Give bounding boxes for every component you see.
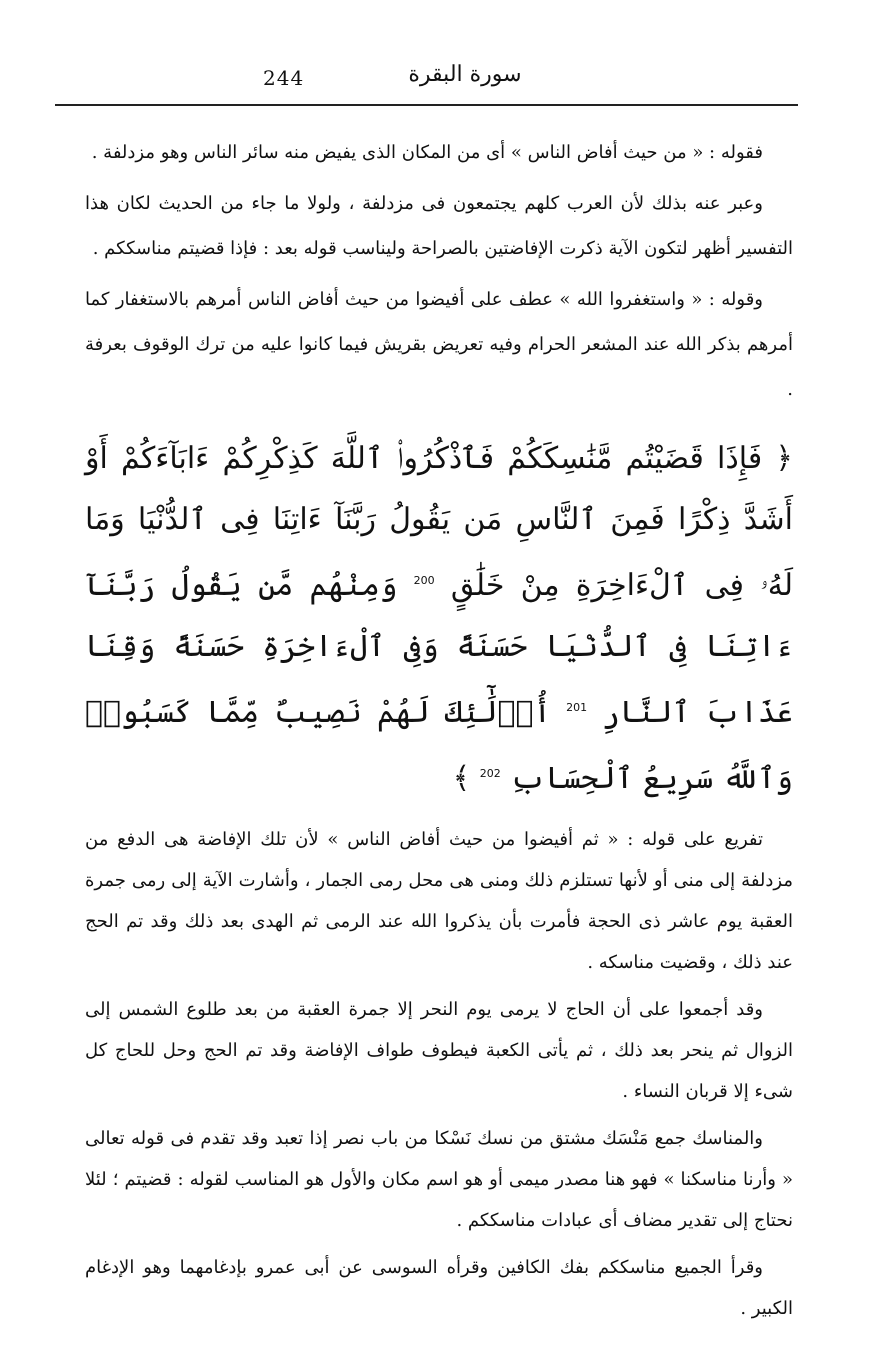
paragraph-5: وقد أجمعوا على أن الحاج لا يرمى يوم النحر إلا جمرة العقبة من بعد طلوع الشمس إلى الزوال ثم ينحر بعد ذلك ، ثم يأتى الكعبة فيطوف طواف الإفاضة وقد تم الحج وحل للحاج كل شىء إلا قربان النساء . (85, 999, 793, 1102)
page-number: 244 (263, 66, 305, 90)
ayah-number-200: 200 (413, 574, 435, 587)
page-header (55, 58, 798, 106)
quran-close-bracket: ﴾ (452, 761, 471, 796)
quran-text-3: أُو۟لَٰٓئِكَ لَهُمْ نَصِيبٌ مِّمَّا كَسَبُوا۟ وَٱللَّهُ سَرِيعُ ٱلْحِسَابِ (85, 695, 793, 796)
quran-text-2: وَمِنْهُم مَّن يَقُولُ رَبَّنَآ ءَاتِنَا فِى ٱلدُّنْيَا حَسَنَةً وَفِى ٱلْءَاخِرَةِ حَسَنَةً وَقِنَا عَذَابَ ٱلنَّارِ (85, 568, 793, 730)
page-body (85, 130, 793, 1335)
paragraph-7: وقرأ الجميع مناسككم بفك الكافين وقرأه السوسى عن أبى عمرو بإدغامهما وهو الإدغام الكبير . (85, 1257, 793, 1319)
ayah-number-202: 202 (479, 767, 501, 780)
paragraph-1: فقوله : « من حيث أفاض الناس » أى من المكان الذى يفيض منه سائر الناس وهو مزدلفة . (91, 142, 763, 163)
header-title: سورة البقرة (408, 62, 522, 87)
paragraph-4: تفريع على قوله : « ثم أفيضوا من حيث أفاض الناس » لأن تلك الإفاضة هى الدفع من مزدلفة إلى منى أو لأنها تستلزم ذلك ومنى هى محل رمى الجمار ، وأشارت الآية إلى رمى جمرة العقبة يوم عاشر ذى الحجة فأمرت بأن يذكروا الله عند الرمى ثم الهدى بعد ذلك وقد تم الحج عند ذلك ، وقضيت مناسكه . (85, 829, 793, 973)
quran-text-1: ﴿ فَإِذَا قَضَيْتُم مَّنَٰسِكَكُمْ فَٱذْكُرُوا۟ ٱللَّهَ كَذِكْرِكُمْ ءَابَآءَكُمْ أَوْ أَشَدَّ ذِكْرًا فَمِنَ ٱلنَّاسِ مَن يَقُولُ رَبَّنَآ ءَاتِنَا فِى ٱلدُّنْيَا وَمَا لَهُۥ فِى ٱلْءَاخِرَةِ مِنْ خَلَٰقٍ (85, 441, 793, 603)
quran-verse-block (85, 428, 793, 809)
paragraph-6: والمناسك جمع مَنْسَك مشتق من نسك نَسْكا من باب نصر إذا تعبد وقد تقدم فى قوله تعالى « وأرنا مناسكنا » فهو هنا مصدر ميمى أو هو اسم مكان والأول هو المناسب لقوله : قضيتم ؛ لئلا نحتاج إلى تقدير مضاف أى عبادات مناسككم . (85, 1128, 793, 1231)
paragraph-2: وعبر عنه بذلك لأن العرب كلهم يجتمعون فى مزدلفة ، ولولا ما جاء من الحديث لكان هذا التفسير أظهر لتكون الآية ذكرت الإفاضتين بالصراحة وليناسب قوله بعد : فإذا قضيتم مناسككم . (85, 193, 793, 259)
paragraph-3: وقوله : « واستغفروا الله » عطف على أفيضوا من حيث أفاض الناس أمرهم بالاستغفار كما أمرهم بذكر الله عند المشعر الحرام وفيه تعريض بقريش فيما كانوا عليه من ترك الوقوف بعرفة . (85, 289, 793, 400)
ayah-number-201: 201 (566, 701, 588, 714)
